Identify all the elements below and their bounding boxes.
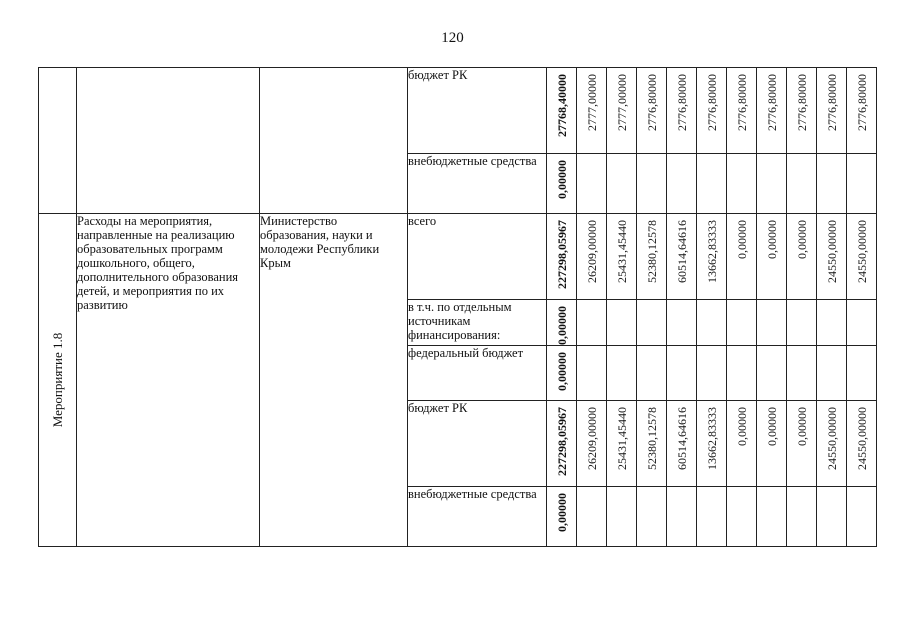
value-cell xyxy=(817,300,847,346)
table-row xyxy=(39,214,877,300)
value-cell xyxy=(577,346,607,401)
empty-cell xyxy=(77,68,260,214)
value-cell xyxy=(847,68,877,154)
value-cell xyxy=(847,214,877,300)
budget-table xyxy=(38,67,877,547)
value-cell xyxy=(697,214,727,300)
value-cell xyxy=(637,487,667,547)
value-cell xyxy=(577,487,607,547)
value-cell xyxy=(667,214,697,300)
year-value: 52380,12578 xyxy=(644,407,659,470)
year-value: 13662,83333 xyxy=(704,407,719,470)
total-cell xyxy=(547,346,577,401)
year-value: 60514,64616 xyxy=(674,407,689,470)
year-value: 25431,45440 xyxy=(614,407,629,470)
value-cell xyxy=(697,346,727,401)
year-value: 24550,00000 xyxy=(854,407,869,470)
year-value: 26209,00000 xyxy=(584,407,599,470)
value-cell xyxy=(607,346,637,401)
value-cell xyxy=(757,68,787,154)
year-value: 26209,00000 xyxy=(584,220,599,283)
value-cell xyxy=(787,68,817,154)
value-cell xyxy=(637,68,667,154)
value-cell xyxy=(577,300,607,346)
year-value: 0,00000 xyxy=(764,407,779,446)
year-value: 2776,80000 xyxy=(794,74,809,131)
value-cell xyxy=(607,487,637,547)
funding-source: внебюджетные средства xyxy=(408,154,547,214)
empty-cell xyxy=(260,68,408,214)
year-value: 2776,80000 xyxy=(674,74,689,131)
funding-source: внебюджетные средства xyxy=(408,487,547,547)
table-row xyxy=(39,68,877,154)
value-cell xyxy=(727,487,757,547)
funding-source: всего xyxy=(408,214,547,300)
event-label: Мероприятие 1.8 xyxy=(49,332,65,428)
total-value: 227298,05967 xyxy=(554,407,569,476)
value-cell xyxy=(577,214,607,300)
value-cell xyxy=(757,154,787,214)
value-cell xyxy=(667,154,697,214)
value-cell xyxy=(817,154,847,214)
year-value: 2777,00000 xyxy=(614,74,629,131)
value-cell xyxy=(817,346,847,401)
year-value: 2776,80000 xyxy=(854,74,869,131)
value-cell xyxy=(847,300,877,346)
total-cell xyxy=(547,401,577,487)
value-cell xyxy=(607,214,637,300)
total-cell xyxy=(547,300,577,346)
funding-source: бюджет РК xyxy=(408,401,547,487)
empty-cell xyxy=(39,68,77,214)
value-cell xyxy=(847,487,877,547)
year-value: 24550,00000 xyxy=(824,220,839,283)
value-cell xyxy=(667,346,697,401)
total-value: 0,00000 xyxy=(554,160,569,199)
year-value: 0,00000 xyxy=(794,220,809,259)
value-cell xyxy=(787,401,817,487)
year-value: 0,00000 xyxy=(734,220,749,259)
value-cell xyxy=(697,154,727,214)
value-cell xyxy=(787,487,817,547)
value-cell xyxy=(787,154,817,214)
page-number: 120 xyxy=(441,30,464,46)
value-cell xyxy=(607,154,637,214)
year-value: 2776,80000 xyxy=(734,74,749,131)
year-value: 2776,80000 xyxy=(644,74,659,131)
value-cell xyxy=(817,487,847,547)
value-cell xyxy=(637,154,667,214)
total-value: 27768,40000 xyxy=(554,74,569,137)
value-cell xyxy=(577,154,607,214)
value-cell xyxy=(607,401,637,487)
value-cell xyxy=(637,300,667,346)
total-value: 227298,05967 xyxy=(554,220,569,289)
value-cell xyxy=(727,154,757,214)
value-cell xyxy=(817,214,847,300)
value-cell xyxy=(757,214,787,300)
value-cell xyxy=(637,214,667,300)
value-cell xyxy=(667,401,697,487)
value-cell xyxy=(727,300,757,346)
value-cell xyxy=(697,401,727,487)
event-label-cell xyxy=(39,214,77,547)
year-value: 0,00000 xyxy=(764,220,779,259)
year-value: 24550,00000 xyxy=(824,407,839,470)
value-cell xyxy=(667,300,697,346)
year-value: 24550,00000 xyxy=(854,220,869,283)
total-cell xyxy=(547,214,577,300)
total-cell xyxy=(547,68,577,154)
value-cell xyxy=(817,401,847,487)
value-cell xyxy=(847,346,877,401)
value-cell xyxy=(697,300,727,346)
value-cell xyxy=(577,401,607,487)
value-cell xyxy=(787,346,817,401)
value-cell xyxy=(847,401,877,487)
event-description: Расходы на мероприятия, направленные на реализацию образовательных программ дошкольного, общего, дополнительного образования детей, и мероприятия по их развитию xyxy=(77,214,260,547)
year-value: 13662,83333 xyxy=(704,220,719,283)
event-executor: Министерство образования, науки и молодежи Республики Крым xyxy=(260,214,408,547)
funding-source: бюджет РК xyxy=(408,68,547,154)
value-cell xyxy=(787,214,817,300)
value-cell xyxy=(727,401,757,487)
value-cell xyxy=(757,487,787,547)
year-value: 2776,80000 xyxy=(824,74,839,131)
funding-source: федеральный бюджет xyxy=(408,346,547,401)
year-value: 25431,45440 xyxy=(614,220,629,283)
total-value: 0,00000 xyxy=(554,306,569,345)
value-cell xyxy=(697,487,727,547)
value-cell xyxy=(757,401,787,487)
value-cell xyxy=(727,68,757,154)
total-value: 0,00000 xyxy=(554,352,569,391)
value-cell xyxy=(637,401,667,487)
year-value: 2776,80000 xyxy=(764,74,779,131)
value-cell xyxy=(577,68,607,154)
value-cell xyxy=(607,300,637,346)
value-cell xyxy=(727,346,757,401)
value-cell xyxy=(607,68,637,154)
year-value: 0,00000 xyxy=(794,407,809,446)
total-value: 0,00000 xyxy=(554,493,569,532)
value-cell xyxy=(667,487,697,547)
value-cell xyxy=(757,300,787,346)
total-cell xyxy=(547,154,577,214)
year-value: 2776,80000 xyxy=(704,74,719,131)
year-value: 0,00000 xyxy=(734,407,749,446)
value-cell xyxy=(787,300,817,346)
value-cell xyxy=(727,214,757,300)
value-cell xyxy=(817,68,847,154)
year-value: 2777,00000 xyxy=(584,74,599,131)
funding-source: в т.ч. по отдельным источникам финансирования: xyxy=(408,300,547,346)
value-cell xyxy=(847,154,877,214)
year-value: 52380,12578 xyxy=(644,220,659,283)
total-cell xyxy=(547,487,577,547)
value-cell xyxy=(697,68,727,154)
value-cell xyxy=(757,346,787,401)
value-cell xyxy=(667,68,697,154)
value-cell xyxy=(637,346,667,401)
year-value: 60514,64616 xyxy=(674,220,689,283)
